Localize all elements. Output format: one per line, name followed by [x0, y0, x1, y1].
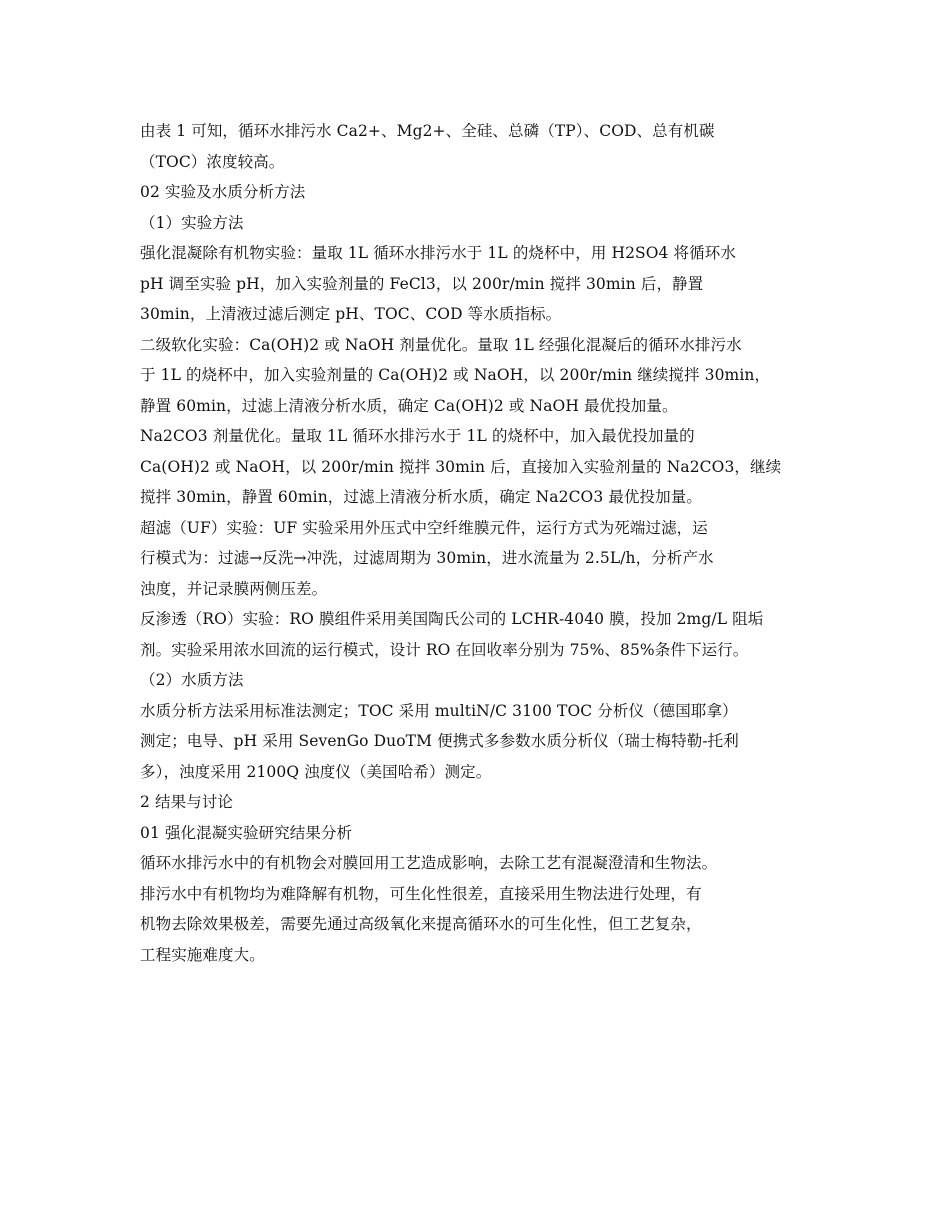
text-line: 搅拌 30min，静置 60min，过滤上清液分析水质，确定 Na2CO3 最优投加量。 — [140, 488, 702, 506]
text-line: 静置 60min，过滤上清液分析水质，确定 Ca(OH)2 或 NaOH 最优投加量。 — [140, 396, 678, 415]
document-body — [140, 116, 815, 970]
text-line: pH 调至实验 pH，加入实验剂量的 FeCl3，以 200r/min 搅拌 30min 后，静置 — [140, 274, 704, 293]
text-line: 排污水中有机物均为难降解有机物，可生化性很差，直接采用生物法进行处理，有 — [140, 884, 702, 903]
text-line: 工程实施难度大。 — [140, 945, 265, 964]
text-line: 浊度，并记录膜两侧压差。 — [140, 579, 328, 598]
section-heading: 01 强化混凝实验研究结果分析 — [140, 823, 353, 842]
text-line: 多），浊度采用 2100Q 浊度仪（美国哈希）测定。 — [140, 762, 492, 781]
text-line: 强化混凝除有机物实验：量取 1L 循环水排污水于 1L 的烧杯中，用 H2SO4 将循环水 — [140, 244, 736, 262]
subsection-heading: （2）水质方法 — [140, 671, 244, 689]
text-line: 循环水排污水中的有机物会对膜回用工艺造成影响，去除工艺有混凝澄清和生物法。 — [140, 854, 718, 872]
text-line: Na2CO3 剂量优化。量取 1L 循环水排污水于 1L 的烧杯中，加入最优投加量的 — [140, 427, 695, 445]
text-line: 反渗透（RO）实验：RO 膜组件采用美国陶氏公司的 LCHR-4040 膜，投加 2mg/L 阻垢 — [140, 610, 764, 628]
text-line: 于 1L 的烧杯中，加入实验剂量的 Ca(OH)2 或 NaOH，以 200r/min 继续搅拌 30min， — [140, 366, 771, 384]
text-line: 行模式为：过滤→反洗→冲洗，过滤周期为 30min，进水流量为 2.5L/h，分析产水 — [140, 549, 714, 567]
text-line: Ca(OH)2 或 NaOH，以 200r/min 搅拌 30min 后，直接加入实验剂量的 Na2CO3，继续 — [140, 457, 782, 476]
text-line: （TOC）浓度较高。 — [140, 152, 285, 171]
section-heading: 02 实验及水质分析方法 — [140, 183, 306, 201]
text-line: 机物去除效果极差，需要先通过高级氧化来提高循环水的可生化性，但工艺复杂， — [140, 915, 702, 933]
text-line: 剂。实验采用浓水回流的运行模式，设计 RO 在回收率分别为 75%、85%条件下运行。 — [140, 640, 749, 659]
subsection-heading: （1）实验方法 — [140, 213, 244, 232]
section-heading: 2 结果与讨论 — [140, 793, 233, 811]
text-line: 水质分析方法采用标准法测定；TOC 采用 multiN/C 3100 TOC 分析仪（德国耶拿） — [140, 701, 738, 720]
text-line: 测定；电导、pH 采用 SevenGo DuoTM 便携式多参数水质分析仪（瑞士梅特勒-托利 — [140, 732, 739, 750]
text-line: 二级软化实验：Ca(OH)2 或 NaOH 剂量优化。量取 1L 经强化混凝后的循环水排污水 — [140, 335, 742, 354]
text-line: 30min，上清液过滤后测定 pH、TOC、COD 等水质指标。 — [140, 305, 562, 323]
text-line: 由表 1 可知，循环水排污水 Ca2+、Mg2+、全硅、总磷（TP）、COD、总有机碳 — [140, 122, 715, 140]
text-line: 超滤（UF）实验：UF 实验采用外压式中空纤维膜元件，运行方式为死端过滤，运 — [140, 518, 708, 537]
